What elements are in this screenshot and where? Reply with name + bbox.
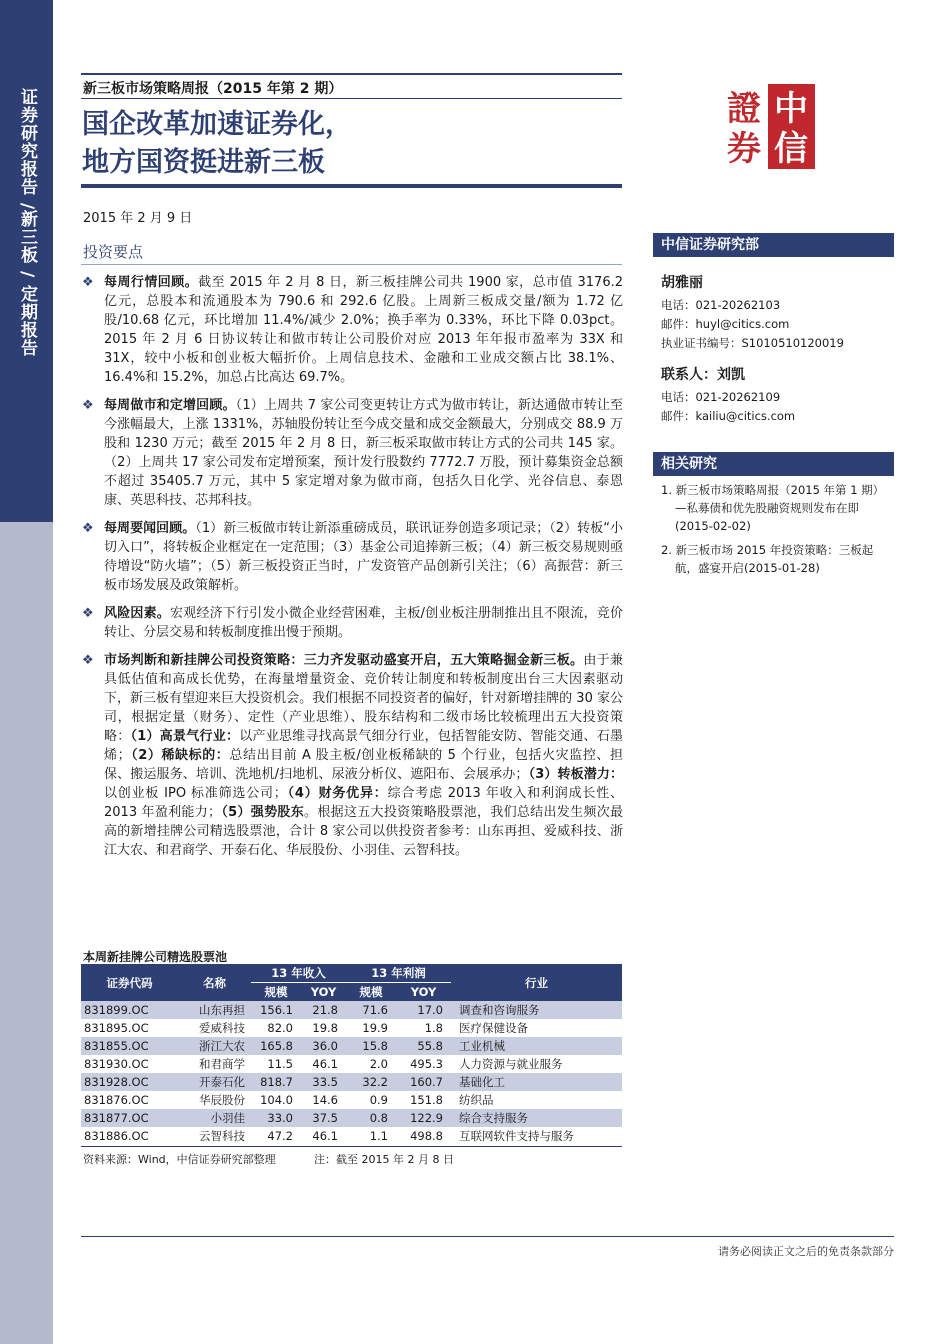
analyst-email: 邮件：huyl@citics.com (661, 317, 790, 331)
related-item-line: (2015-02-02) (675, 519, 751, 533)
table-row (81, 1073, 622, 1091)
table-row (81, 1001, 622, 1019)
bullet-market-making (81, 396, 623, 510)
cell-revenue-yoy: 36.0 (301, 1037, 346, 1055)
contact-name: 联系人：刘凯 (661, 367, 745, 383)
table-row (81, 1019, 622, 1037)
related-item-line: 航，盛宴开启(2015-01-28) (675, 561, 820, 575)
cell-revenue: 156.1 (251, 1001, 301, 1019)
cell-profit: 0.9 (369, 1093, 388, 1107)
col-header-yoy: YOY (301, 983, 346, 1002)
report-series: 新三板市场策略周报（2015 年第 2 期） (83, 81, 343, 97)
related-research-bar: 相关研究 (653, 452, 894, 476)
bullet-text: （1）上周共 7 家公司变更转让方式为做市转让，新达通做市转让至今涨幅最大，上涨 1331%，苏轴股份转让至今成交量和成交金额最大，分别成交 88.9 万股和 1230 万元；截至 2015 年 2 月 8 日，新三板采取做市转让方式的公司共 145 家。（2）上周共 17 家公司发布定增预案，预计发行股数约 7772.7 万股，预计募集资金总额不超过 35405.7 万元，其中 5 家定增对象为做市商，包括久日化学、光谷信息、泰恩康、英思科技、芯邦科技。 (104, 398, 623, 508)
bullet-heading: 风险因素。 (104, 606, 170, 621)
cell-revenue-yoy: 21.8 (301, 1001, 346, 1019)
cell-name: 浙江大农 (178, 1037, 251, 1055)
diamond-bullet-icon: ❖ (82, 606, 94, 621)
cell-industry: 互联网软件支持与服务 (459, 1129, 574, 1143)
strategy-text: 综合考虑 2013 年收入和利润成长性、2013 年盈利能力； (104, 786, 623, 820)
cell-revenue-yoy: 37.5 (301, 1109, 346, 1127)
cell-profit-yoy: 151.8 (410, 1093, 443, 1107)
logo-char: 信 (774, 129, 808, 169)
cell-profit-yoy: 55.8 (396, 1037, 451, 1055)
title-line-2: 地方国资挺进新三板 (82, 147, 325, 178)
bullet-strategy (81, 651, 623, 860)
sidebar-bottom-band (0, 522, 53, 1344)
cell-profit-yoy: 498.8 (410, 1129, 443, 1143)
table-row (81, 1109, 622, 1127)
col-header-yoy: YOY (396, 983, 451, 1002)
cell-name: 云智科技 (199, 1129, 245, 1143)
related-item[interactable] (661, 481, 893, 535)
cell-code: 831930.OC (84, 1057, 149, 1071)
bullet-weekly-market (81, 273, 623, 387)
strategy-text: 。根据这五大投资策略股票池，我们总结出发生频次最高的新增挂牌公司精选股票池，合计 8 家公司以供投资者参考：山东再担、爱威科技、浙江大农、和君商学、开泰石化、华辰股份、小羽佳、云智科技。 (104, 805, 624, 858)
cell-code: 831876.OC (84, 1093, 149, 1107)
cell-profit: 2.0 (369, 1057, 388, 1071)
report-title (82, 106, 352, 182)
citic-securities-logo (722, 84, 815, 169)
cell-profit-yoy: 160.7 (396, 1073, 451, 1091)
strategy-label: （4）财务优异： (286, 786, 388, 801)
cell-code: 831877.OC (81, 1109, 178, 1127)
research-dept-bar: 中信证券研究部 (653, 233, 894, 257)
header-rule (81, 184, 622, 188)
col-header-industry: 行业 (451, 964, 622, 1001)
cell-profit: 0.8 (346, 1109, 396, 1127)
contact-email: 邮件：kailiu@citics.com (661, 409, 796, 423)
cell-revenue: 33.0 (251, 1109, 301, 1127)
cell-profit-yoy: 495.3 (410, 1057, 443, 1071)
cell-revenue: 82.0 (267, 1021, 293, 1035)
diamond-bullet-icon: ❖ (82, 398, 94, 413)
investment-points (81, 273, 623, 869)
header-rule (81, 73, 622, 75)
header-rule (81, 98, 622, 99)
col-header-scale: 规模 (346, 983, 396, 1002)
table-bottom-rule (81, 1146, 622, 1147)
section-rule (81, 264, 622, 265)
related-item-line: —私募债和优先股融资规则发布在即 (675, 501, 859, 515)
logo-char: 中 (774, 89, 808, 129)
disclaimer-note: 请务必阅读正文之后的免责条款部分 (718, 1245, 894, 1258)
col-header-profit: 13 年利润 (346, 964, 451, 983)
strategy-text: 以产业思维寻找高景气细分行业，包括智能安防、智能交通、石墨烯； (104, 729, 623, 763)
cell-profit-yoy: 122.9 (396, 1109, 451, 1127)
strategy-label: （5）强势股东 (221, 805, 305, 820)
analyst-name: 胡雅丽 (661, 275, 703, 291)
cell-revenue: 104.0 (260, 1093, 293, 1107)
sidebar-label: 证券研究报告 /新三板 / 定期报告 (17, 88, 37, 358)
strategy-text: 总结出目前 A 股主板/创业板稀缺的 5 个行业，包括火灾监控、担保、搬运服务、培训、洗地机/扫地机、尿液分析仪、遮阳布、会展承办； (104, 748, 623, 782)
cell-profit: 71.6 (346, 1001, 396, 1019)
cell-name: 和君商学 (199, 1057, 245, 1071)
contact-phone: 电话：021-20262109 (661, 390, 781, 404)
related-item-line: 2. 新三板市场 2015 年投资策略：三板起 (661, 543, 874, 557)
table-note: 注：截至 2015 年 2 月 8 日 (314, 1153, 454, 1166)
cell-industry: 调查和咨询服务 (451, 1001, 622, 1019)
bullet-risk (81, 604, 623, 642)
table-title: 本周新挂牌公司精选股票池 (83, 950, 228, 964)
cell-industry: 工业机械 (451, 1037, 622, 1055)
section-heading: 投资要点 (83, 243, 144, 261)
cell-revenue: 11.5 (267, 1057, 293, 1071)
bullet-text: 截至 2015 年 2 月 8 日，新三板挂牌公司共 1900 家，总市值 3176.2 亿元，总股本和流通股本为 790.6 和 292.6 亿股。上周新三板成交量/额为 1.72 亿股/10.68 亿元，环比增加 11.4%/减少 2.0%；换手率为 0.33%，环比下降 0.03pct。2015 年 2 月 6 日协议转让和做市转让公司股价对应 2013 年年报市盈率为 33X 和 31X，较中小板和创业板大幅折价。上周信息技术、金融和工业成交额占比 38.1%、16.4%和 15.2%，加总占比高达 69.7%。 (104, 275, 623, 385)
title-line-1: 国企改革加速证券化， (82, 109, 352, 140)
cell-name: 山东再担 (178, 1001, 251, 1019)
logo-char: 券 (727, 129, 761, 169)
cell-name: 华辰股份 (199, 1093, 245, 1107)
cell-code: 831899.OC (81, 1001, 178, 1019)
cell-code: 831928.OC (81, 1073, 178, 1091)
cell-industry: 基础化工 (451, 1073, 622, 1091)
cell-code: 831895.OC (84, 1021, 149, 1035)
cell-revenue-yoy: 46.1 (312, 1129, 338, 1143)
cell-industry: 综合支持服务 (451, 1109, 622, 1127)
cell-industry: 医疗保健设备 (459, 1021, 528, 1035)
table-row (81, 1055, 622, 1073)
table-row (81, 1091, 622, 1109)
strategy-text: 以创业板 IPO 标准筛选公司； (104, 786, 287, 801)
analyst-phone: 电话：021-20262103 (661, 298, 781, 312)
cell-profit: 15.8 (346, 1037, 396, 1055)
bullet-weekly-news (81, 519, 623, 595)
bullet-text: （1）新三板做市转让新添重磅成员，联讯证券创造多项记录；（2）转板“小切入口”，将转板企业框定在一定范围；（3）基金公司追捧新三板；（4）新三板交易规则亟待增设“防火墙”；（5）新三板投资正当时，广发资管产品创新引关注；（6）高振营：新三板市场发展及政策解析。 (104, 521, 623, 593)
sidebar-band (0, 0, 53, 1344)
cell-revenue: 47.2 (267, 1129, 293, 1143)
cell-revenue-yoy: 19.8 (312, 1021, 338, 1035)
cell-name: 小羽佳 (178, 1109, 251, 1127)
cell-revenue-yoy: 14.6 (312, 1093, 338, 1107)
cell-name: 爱威科技 (199, 1021, 245, 1035)
bullet-text: 由于兼具低估值和高成长优势，在海量增量资金、竞价转让制度和转板制度出台三大因素驱动下，新三板有望迎来巨大投资机会。我们根据不同投资者的偏好，针对新增挂牌的 30 家公司，根据定量（财务）、定性（产业思维）、股东结构和二级市场比较梳理出五大投资策略： (104, 653, 623, 744)
col-header-scale: 规模 (251, 983, 301, 1002)
cell-revenue-yoy: 46.1 (312, 1057, 338, 1071)
cell-profit: 32.2 (346, 1073, 396, 1091)
col-header-code: 证券代码 (81, 964, 178, 1001)
cell-profit: 1.1 (369, 1129, 388, 1143)
stock-pool-table (81, 964, 622, 1145)
cell-industry: 纺织品 (459, 1093, 494, 1107)
cell-profit-yoy: 1.8 (424, 1021, 443, 1035)
table-row (81, 1037, 622, 1055)
bullet-text: 宏观经济下行引发小微企业经营困难，主板/创业板注册制推出且不限流，竞价转让、分层交易和转板制度推出慢于预期。 (104, 606, 623, 640)
analyst-cert: 执业证书编号：S1010510120019 (661, 336, 844, 350)
strategy-label: （1）高景气行业： (130, 729, 240, 744)
cell-profit: 19.9 (362, 1021, 388, 1035)
cell-code: 831855.OC (81, 1037, 178, 1055)
col-header-name: 名称 (178, 964, 251, 1001)
related-item-line: 1. 新三板市场策略周报（2015 年第 1 期） (661, 483, 885, 497)
bullet-heading: 市场判断和新挂牌公司投资策略：三力齐发驱动盛宴开启，五大策略掘金新三板。 (104, 653, 584, 668)
diamond-bullet-icon: ❖ (82, 275, 94, 290)
cell-revenue: 165.8 (251, 1037, 301, 1055)
report-date: 2015 年 2 月 9 日 (83, 211, 193, 226)
strategy-label: （3）转板潜力： (528, 767, 623, 782)
table-row (81, 1127, 622, 1145)
cell-industry: 人力资源与就业服务 (459, 1057, 563, 1071)
cell-revenue-yoy: 33.5 (301, 1073, 346, 1091)
bullet-heading: 每周行情回顾。 (104, 275, 199, 290)
logo-char: 證 (727, 89, 761, 129)
related-item[interactable] (661, 541, 893, 577)
col-header-revenue: 13 年收入 (251, 964, 346, 983)
footer-rule (81, 1236, 894, 1237)
cell-profit-yoy: 17.0 (396, 1001, 451, 1019)
strategy-label: （2）稀缺标的： (130, 748, 230, 763)
diamond-bullet-icon: ❖ (82, 653, 94, 668)
cell-revenue: 818.7 (251, 1073, 301, 1091)
bullet-heading: 每周要闻回顾。 (104, 521, 196, 536)
table-source: 资料来源：Wind，中信证券研究部整理 (83, 1153, 276, 1166)
bullet-heading: 每周做市和定增回顾。 (104, 398, 236, 413)
diamond-bullet-icon: ❖ (82, 521, 94, 536)
cell-code: 831886.OC (84, 1129, 149, 1143)
cell-name: 开泰石化 (178, 1073, 251, 1091)
